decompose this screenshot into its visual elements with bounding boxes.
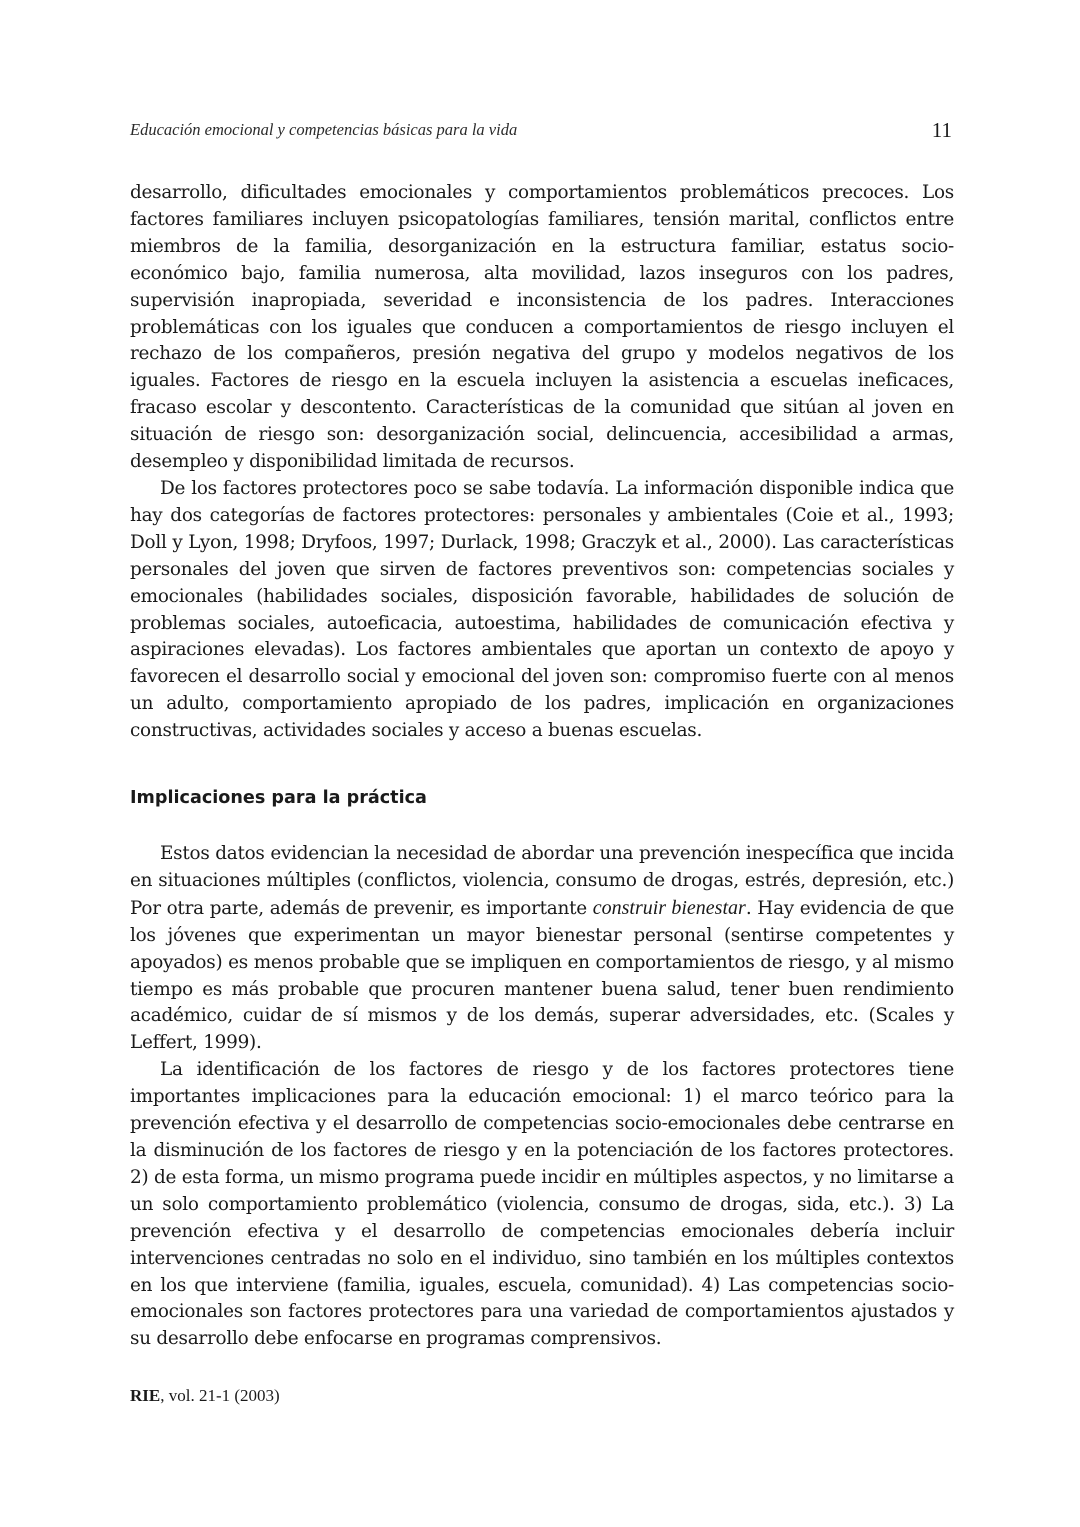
page-number: 11	[931, 118, 952, 142]
journal-name: RIE	[130, 1386, 161, 1405]
paragraph-prevention-end: . Hay evidencia de que los jóvenes que experimentan un mayor bienestar personal (sentirse competentes y apoyados) es menos probable que se impliquen en comportamientos de riesgo, y al mismo tiempo es más probable que procuren mantener buena salud, tener buen rendimiento académico, cuidar de sí mismos y de los demás, superar adversidades, etc. (Scales y Leffert, 1999).	[130, 897, 954, 1054]
paragraph-protective-factors: De los factores protectores poco se sabe todavía. La información disponible indica que hay dos categorías de factores protectores: personales y ambientales (Coie et al., 1993; Doll y Lyon, 1998; Dryfoos, 1997; Durlack, 1998; Graczyk et al., 2000). Las características personales del joven que sirven de factores preventivos son: competencias sociales y emocionales (habilidades sociales, disposición favorable, habilidades de solución de problemas sociales, autoeficacia, autoestima, habilidades de comunicación efectiva y aspiraciones elevadas). Los factores ambientales que aportan un contexto de apoyo y favorecen el desarrollo social y emocional del joven son: compromiso fuerte con al menos un adulto, comportamiento apropiado de los padres, implicación en organizaciones constructivas, actividades sociales y acceso a buenas escuelas.	[130, 477, 954, 742]
paragraph-implications: La identificación de los factores de riesgo y de los factores protectores tiene importantes implicaciones para la educación emocional: 1) el marco teórico para la prevención efectiva y el desarrollo de competencias socio-emocionales debe centrarse en la disminución de los factores de riesgo y en la potenciación de los factores protectores. 2) de esta forma, un mismo programa puede incidir en múltiples aspectos, y no limitarse a un solo comportamiento problemático (violencia, consumo de drogas, sida, etc.). 3) La prevención efectiva y el desarrollo de competencias emocionales debería incluir intervenciones centradas no solo en el individuo, sino también en los múltiples contextos en los que interviene (familia, iguales, escuela, comunidad). 4) Las competencias socio-emocionales son factores protectores para una variedad de comportamientos ajustados y su desarrollo debe enfocarse en programas comprensivos.	[130, 1059, 954, 1350]
body-text-top	[130, 180, 954, 745]
emphasis-construir-bienestar: construir bienestar	[592, 896, 746, 919]
footer-citation	[130, 1386, 280, 1406]
body-text-section	[130, 841, 954, 1353]
paragraph-prevention	[130, 841, 954, 1057]
paragraph-risk-factors: desarrollo, dificultades emocionales y comportamientos problemáticos precoces. Los factores familiares incluyen psicopatologías familiares, tensión marital, conflictos entre miembros de la familia, desorganización en la estructura familiar, estatus socio-económico bajo, familia numerosa, alta movilidad, lazos inseguros con los padres, supervisión inapropiada, severidad e inconsistencia de los padres. Interacciones problemáticas con los iguales que conducen a comportamientos de riesgo incluyen el rechazo de los compañeros, presión negativa del grupo y modelos negativos de los iguales. Factores de riesgo en la escuela incluyen la asistencia a escuelas ineficaces, fracaso escolar y descontento. Características de la comunidad que sitúan al joven en situación de riesgo son: desorganización social, delincuencia, accesibilidad a armas, desempleo y disponibilidad limitada de recursos.	[130, 182, 954, 473]
running-title: Educación emocional y competencias básicas para la vida	[130, 120, 518, 139]
running-header	[130, 118, 952, 148]
section-heading: Implicaciones para la práctica	[130, 788, 427, 808]
paragraph-prevention-start: Estos datos evidencian la necesidad de abordar una prevención inespecífica que incida en situaciones múltiples (conflictos, violencia, consumo de drogas, estrés, depresión, etc.) Por otra parte, además de prevenir, es importante	[130, 843, 954, 919]
journal-volume: , vol. 21-1 (2003)	[160, 1386, 280, 1405]
